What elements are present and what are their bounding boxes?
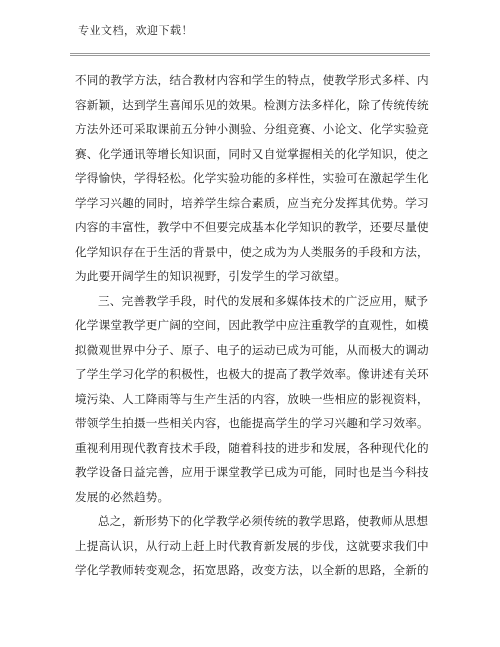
text-line: 带领学生拍摄一些相关内容，也能提高学生的学习兴趣和学习效率。 (75, 416, 429, 430)
text-line: 发展的必然趋势。 (75, 489, 170, 504)
paragraph (75, 509, 428, 583)
text-line: 上提高认识，从行动上赶上时代教育新发展的步伐，这就要求我们中 (75, 538, 429, 553)
paragraph (75, 289, 428, 510)
text-line: 学化学教师转变观念，拓宽思路，改变方法，以全新的思路，全新的 (75, 563, 429, 577)
text-line: 三、完善教学手段，时代的发展和多媒体技术的广泛应用，赋予 (98, 293, 429, 308)
header-divider (70, 53, 430, 56)
text-line: 方法外还可采取课前五分钟小测验、分组竞赛、小论文、化学实验竞 (75, 122, 429, 136)
document-body (75, 68, 428, 583)
paragraph (75, 68, 428, 289)
text-line: 化学课堂教学更广阔的空间，因此教学中应注重教学的直观性，如模 (75, 318, 429, 332)
text-line: 重视利用现代教育技术手段，随着科技的进步和发展，各种现代化的 (75, 440, 429, 455)
text-line: 化学知识存在于生活的背景中，使之成为为人类服务的手段和方法， (75, 244, 429, 259)
text-line: 为此要开阔学生的知识视野，引发学生的学习欲望。 (75, 269, 347, 283)
text-line: 总之，新形势下的化学教学必须传统的教学思路，使教师从思想 (98, 514, 429, 528)
text-line: 学得愉快，学得轻松。化学实验功能的多样性，实验可在激起学生化 (75, 171, 429, 185)
text-line: 学学习兴趣的同时，培养学生综合素质，应当充分发挥其优势。学习 (75, 195, 429, 210)
text-line: 拟微观世界中分子、原子、电子的运动已成为可能，从而极大的调动 (75, 342, 429, 357)
text-line: 容新颖，达到学生喜闻乐见的效果。检测方法多样化，除了传统传统 (75, 97, 429, 112)
text-line: 了学生学习化学的积极性，也极大的提高了教学效率。像讲述有关环 (75, 367, 429, 381)
text-line: 内容的丰富性，教学中不但要完成基本化学知识的教学，还要尽量使 (75, 220, 429, 234)
text-line: 赛、化学通讯等增长知识面，同时又自觉掌握相关的化学知识，使之 (75, 146, 429, 161)
text-line: 境污染、人工降雨等与生产生活的内容，放映一些相应的影视资料， (75, 391, 429, 406)
text-line: 教学设备日益完善，应用于课堂教学已成为可能，同时也是当今科技 (75, 465, 429, 479)
document-header: 专业文档，欢迎下载！ (78, 24, 193, 37)
text-line: 不同的教学方法，结合教材内容和学生的特点，使教学形式多样、内 (75, 73, 429, 87)
